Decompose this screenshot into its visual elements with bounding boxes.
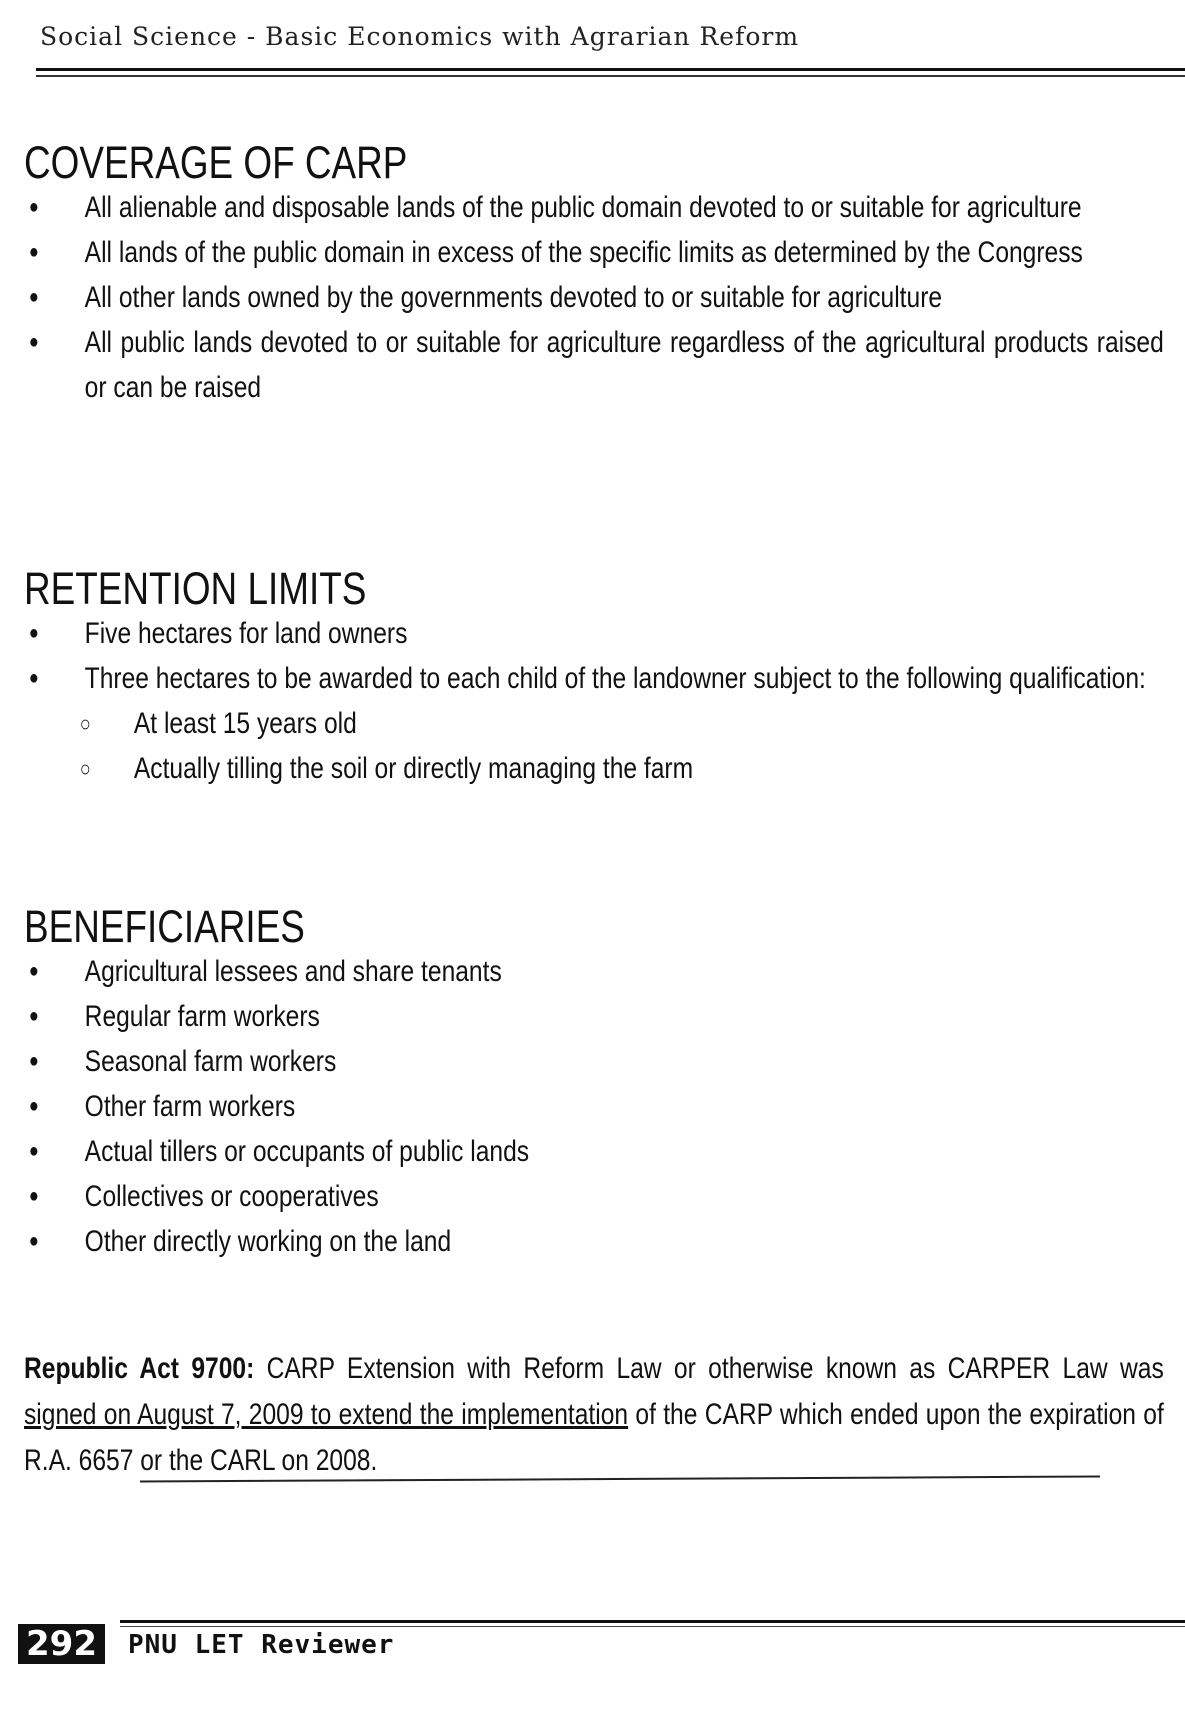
retention-list	[24, 611, 1164, 791]
running-header: Social Science - Basic Economics with Agrarian Reform	[40, 22, 800, 51]
footer-rule	[120, 1620, 1185, 1627]
header-rule	[36, 68, 1185, 77]
section-retention-limits	[24, 563, 1164, 791]
list-item: ● Regular farm workers	[24, 994, 1164, 1039]
list-item: ● Actual tillers or occupants of public lands	[24, 1129, 1164, 1174]
list-item: ● Agricultural lessees and share tenants	[24, 949, 1164, 994]
list-item: ● All alienable and disposable lands of the public domain devoted to or suitable for agriculture	[24, 185, 1164, 230]
republic-act-note	[24, 1346, 1164, 1484]
section-beneficiaries	[24, 901, 1164, 1264]
list-item: ● Collectives or cooperatives	[24, 1174, 1164, 1219]
list-item: ● All public lands devoted to or suitable for agriculture regardless of the agricultural products raised or can be raised	[24, 320, 1164, 410]
section-heading: COVERAGE OF CARP	[24, 137, 408, 188]
beneficiaries-list	[24, 949, 1164, 1264]
section-heading: BENEFICIARIES	[24, 901, 305, 952]
list-item: ● All lands of the public domain in excess of the specific limits as determined by the Congress	[24, 230, 1164, 275]
sub-list-item: ○ Actually tilling the soil or directly managing the farm	[24, 746, 1164, 791]
list-item: ● Other directly working on the land	[24, 1219, 1164, 1264]
act-text-end: of the CARP which ended upon the expiration of R.A. 6657 or the CARL on 2008.	[24, 1398, 1164, 1477]
act-underlined-text: signed on August 7, 2009 to extend the implementation	[24, 1398, 629, 1431]
section-coverage	[24, 137, 1164, 410]
list-item: ● Seasonal farm workers	[24, 1039, 1164, 1084]
section-heading: RETENTION LIMITS	[24, 563, 367, 614]
book-title: PNU LET Reviewer	[128, 1630, 395, 1660]
act-label: Republic Act 9700:	[24, 1352, 255, 1385]
page-number: 292	[18, 1624, 105, 1664]
list-item: ● Five hectares for land owners	[24, 611, 1164, 656]
coverage-list	[24, 185, 1164, 410]
sub-list-item: ○ At least 15 years old	[24, 701, 1164, 746]
list-item: ● Other farm workers	[24, 1084, 1164, 1129]
list-item: ● All other lands owned by the governments devoted to or suitable for agriculture	[24, 275, 1164, 320]
act-text: CARP Extension with Reform Law or otherwise known as CARPER Law was	[254, 1352, 1164, 1385]
list-item: ● Three hectares to be awarded to each child of the landowner subject to the following qualification:	[24, 656, 1164, 701]
